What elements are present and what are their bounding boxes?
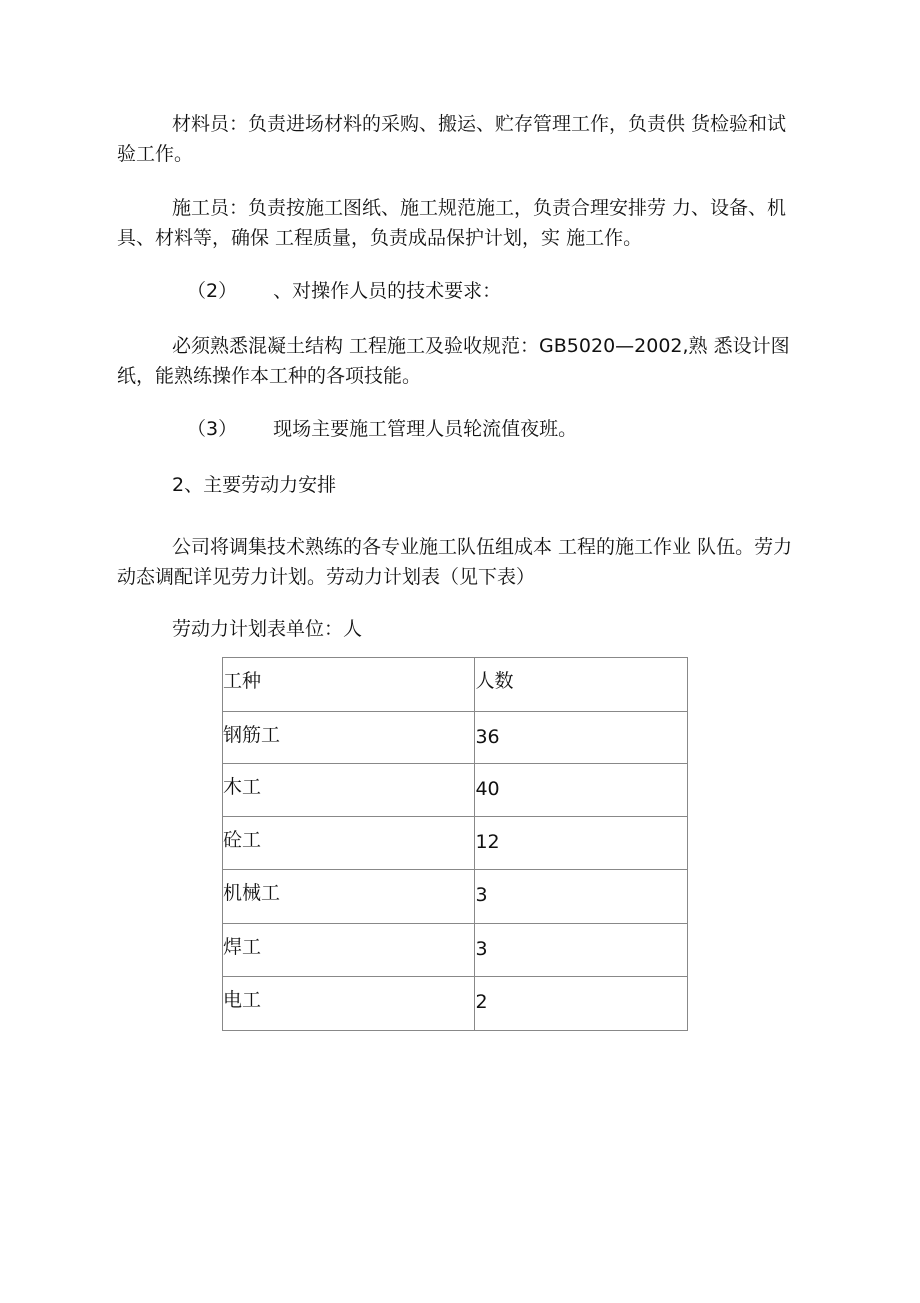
labor-plan-table bbox=[222, 657, 688, 1031]
paragraph-material-clerk: 材料员：负责进场材料的采购、搬运、贮存管理工作，负责供 货检验和试验工作。 bbox=[117, 113, 787, 165]
paragraph-construction-worker: 施工员：负责按施工图纸、施工规范施工，负责合理安排劳 力、设备、机具、材料等，确保 工程质量，负责成品保护计划，实 施工作。 bbox=[117, 197, 787, 249]
count-cell: 40 bbox=[475, 764, 688, 817]
count-cell: 3 bbox=[475, 870, 688, 924]
table-header-row bbox=[223, 658, 688, 712]
subheading-technical-requirements bbox=[187, 276, 787, 306]
paragraph-requirements: 必须熟悉混凝土结构 工程施工及验收规范：GB5020—2002,熟 悉设计图纸，能熟练操作本工种的各项技能。 bbox=[117, 335, 790, 387]
table-row bbox=[223, 977, 688, 1031]
table-row bbox=[223, 870, 688, 924]
count-cell: 12 bbox=[475, 817, 688, 870]
section-heading-labor: 2、主要劳动力安排 bbox=[172, 474, 337, 496]
item-number: （2） bbox=[187, 280, 238, 302]
table-row bbox=[223, 712, 688, 764]
count-cell: 36 bbox=[475, 712, 688, 764]
subheading-night-shift bbox=[187, 414, 787, 444]
trade-cell: 木工 bbox=[223, 764, 475, 817]
header-cell-trade: 工种 bbox=[223, 658, 475, 712]
trade-cell: 砼工 bbox=[223, 817, 475, 870]
count-cell: 2 bbox=[475, 977, 688, 1031]
trade-cell: 钢筋工 bbox=[223, 712, 475, 764]
trade-cell: 电工 bbox=[223, 977, 475, 1031]
header-cell-count: 人数 bbox=[475, 658, 688, 712]
paragraph-labor-arrangement: 公司将调集技术熟练的各专业施工队伍组成本 工程的施工作业 队伍。劳力动态调配详见劳力计划。劳动力计划表（见下表） bbox=[117, 536, 793, 588]
table-row bbox=[223, 817, 688, 870]
trade-cell: 机械工 bbox=[223, 870, 475, 924]
item-number: （3） bbox=[187, 418, 238, 440]
table-row bbox=[223, 764, 688, 817]
table-caption: 劳动力计划表单位：人 bbox=[172, 618, 363, 640]
trade-cell: 焊工 bbox=[223, 924, 475, 977]
table-row bbox=[223, 924, 688, 977]
subheading-text: 现场主要施工管理人员轮流值夜班。 bbox=[273, 418, 578, 440]
subheading-text: 、对操作人员的技术要求： bbox=[273, 280, 502, 302]
count-cell: 3 bbox=[475, 924, 688, 977]
